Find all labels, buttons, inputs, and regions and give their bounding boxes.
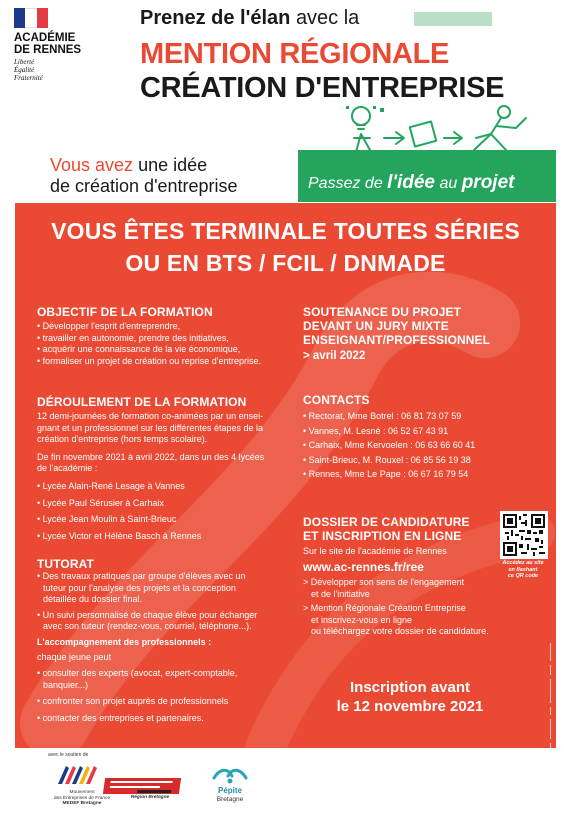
qr-code-icon[interactable] (500, 511, 548, 559)
pepite-l2: Bretagne (216, 796, 244, 803)
vertical-credits-decoration (547, 643, 554, 748)
motto-liberte: Liberté (14, 58, 35, 66)
idea-to-project-tag (298, 150, 556, 202)
idea-red-part: Vous avez (50, 155, 134, 175)
headline-mention: MENTION RÉGIONALE (140, 38, 450, 70)
tag-idee: l'idée (387, 172, 435, 193)
contact-item: • Vannes, M. Lesné : 06 52 67 43 91 (303, 426, 543, 438)
lycee-item: • Lycée Paul Sérusier à Carhaix (37, 498, 292, 510)
tag-projet: projet (461, 172, 515, 193)
medef-l3: MEDEF Bretagne (62, 801, 102, 807)
tutorat-i1-l1-text: Des travaux pratiques par groupe d'élèves avec un (42, 571, 246, 581)
tutorat-i1-l2: tuteur pour l'analyse des projets et la conception (43, 582, 236, 593)
academie-logo (14, 8, 114, 82)
objectif-item: • formaliser un projet de création ou reprise d'entreprise. (37, 356, 287, 368)
objectif-item: • acquérir une connaissance de la vie économique, (37, 344, 287, 356)
ordre-experts-comptables-logo (103, 778, 181, 794)
deroulement-p1-l3: création d'entreprise (hors temps scolaire). (37, 434, 208, 445)
contacts-list (303, 411, 543, 481)
tutorat-i2-l2: avec son tuteur (rendez-vous, courriel, téléphone...). (43, 621, 252, 632)
soutien-label: avec le soutien de (48, 752, 89, 758)
header-accent-band (414, 12, 492, 26)
academie-line1: ACADÉMIE (14, 32, 76, 44)
headline-light: avec la (295, 7, 360, 29)
contact-item: • Saint-Brieuc, M. Rouxel : 06 85 56 19 38 (303, 455, 543, 467)
headline-creation: CRÉATION D'ENTREPRISE (140, 72, 505, 104)
dossier-url-link[interactable]: www.ac-rennes.fr/ree (303, 560, 424, 574)
lycee-item: • Lycée Alain-René Lesage à Vannes (37, 481, 292, 493)
acc-item-2: • confronter son projet auprès de professionnels (37, 696, 229, 707)
acc-item-1-l1: • consulter des experts (avocat, expert-comptable, (37, 668, 238, 679)
qr-caption-l2: en flashant (508, 566, 538, 573)
contact-item: • Carhaix, Mme Kervoelen : 06 63 66 60 41 (303, 440, 543, 452)
dossier-step2-l1: > Mention Régionale Création Entreprise (303, 603, 466, 614)
deroulement-text (37, 411, 292, 542)
dossier-step1-l1: > Développer son sens de l'engagement (303, 577, 465, 587)
panel-title-line1: VOUS ÊTES TERMINALE TOUTES SÉRIES (51, 218, 520, 244)
inscription-l1: Inscription avant (349, 679, 471, 696)
headline-line1 (140, 7, 359, 30)
soutenance-title-l2: DEVANT UN JURY MIXTE (303, 319, 449, 333)
accompagnement-title: L'accompagnement des professionnels : (37, 636, 212, 647)
tutorat-text (37, 571, 292, 725)
deroulement-p2-l2: de l'académie : (37, 463, 98, 474)
inscription-l2: le 12 novembre 2021 (336, 698, 484, 715)
ordre-caption: Région Bretagne (130, 795, 170, 800)
motto (14, 58, 114, 82)
objectif-item: • travailler en autonomie, prendre des initiatives, (37, 333, 287, 345)
soutenance-date: > avril 2022 (303, 350, 366, 362)
dossier-site-text: Sur le site de l'académie de Rennes (303, 546, 447, 556)
tutorat-i2-l1-text: Un suivi personnalisé de chaque élève pour échanger (42, 609, 258, 620)
dossier-step2-l3: ou téléchargez votre dossier de candidature. (311, 626, 489, 637)
motto-egalite: Égalité (14, 66, 35, 74)
qr-caption-l1: Accédez au site (502, 560, 544, 566)
headline-bold: Prenez de l'élan (140, 7, 291, 29)
tutorat-i1-l3: détaillée du dossier final. (43, 594, 143, 605)
idea-question (50, 155, 238, 197)
deroulement-title: DÉROULEMENT DE LA FORMATION (37, 395, 247, 409)
idea-line1 (50, 155, 238, 176)
tag-prefix: Passez de (308, 175, 383, 192)
panel-title (15, 215, 556, 279)
motto-fraternite: Fraternité (14, 74, 43, 82)
acc-item-2-text: confronter son projet auprès de professionnels (42, 696, 229, 707)
soutenance-title (303, 305, 490, 347)
tutorat-i2-l1: • Un suivi personnalisé de chaque élève pour échanger (37, 609, 258, 620)
deroulement-p2-l1: De fin novembre 2021 à avril 2022, dans un des 4 lycées (37, 451, 265, 462)
deroulement-p1-l2: gnant et un professionnel sur les différentes étapes de la (37, 422, 263, 433)
objectif-list (37, 321, 287, 367)
lycee-item: • Lycée Jean Moulin à Saint-Brieuc (37, 514, 292, 526)
info-panel (15, 203, 556, 748)
pepite-caption (206, 786, 254, 804)
objectif-item: • Développer l'esprit d'entreprendre, (37, 321, 287, 333)
medef-l2: des Entreprises de France (53, 795, 111, 801)
inscription-deadline (305, 678, 515, 716)
acc-item-1-l2: banquier...) (43, 679, 89, 690)
soutenance-title-l3: ENSEIGNANT/PROFESSIONNEL (303, 333, 491, 347)
pepite-l1: Pépite (217, 786, 242, 795)
idea-rest: une idée (138, 155, 208, 175)
lycee-item: • Lycée Victor et Hélène Basch à Rennes (37, 531, 292, 543)
dossier-title (303, 515, 470, 543)
dossier-title-l2: ET INSCRIPTION EN LIGNE (303, 529, 462, 543)
dossier-steps (303, 577, 518, 638)
soutenance-title-l1: SOUTENANCE DU PROJET (303, 305, 462, 319)
pepite-logo-icon (210, 764, 250, 786)
contact-item: • Rennes, Mme Le Pape : 06 67 16 79 54 (303, 469, 543, 481)
accompagnement-sub: chaque jeune peut (37, 651, 112, 662)
medef-logo-icon (52, 762, 112, 788)
tutorat-title: TUTORAT (37, 557, 94, 571)
dossier-step1-l2: et de l'initiative (311, 588, 370, 599)
medef-l1: Mouvement (69, 790, 95, 795)
objectif-title: OBJECTIF DE LA FORMATION (37, 305, 213, 319)
dossier-title-l1: DOSSIER DE CANDIDATURE (303, 515, 470, 529)
academie-line2: DE RENNES (14, 44, 82, 56)
idea-runner-illustration-icon (326, 104, 546, 156)
acc-item-3-text: contacter des entreprises et partenaires. (42, 712, 204, 723)
qr-caption-l3: ce QR code (507, 573, 539, 579)
qr-caption (490, 560, 556, 580)
deroulement-p1-l1: 12 demi-journées de formation co-animées par un ensei- (37, 411, 264, 421)
panel-title-line2: OU EN BTS / FCIL / DNMADE (125, 250, 446, 276)
tutorat-i1-l1: • Des travaux pratiques par groupe d'élèves avec un (37, 571, 246, 581)
contact-item: • Rectorat, Mme Botrel : 06 81 73 07 59 (303, 411, 543, 423)
marianne-flag-icon (14, 8, 48, 28)
idea-line2: de création d'entreprise (50, 176, 238, 196)
dossier-step2-l2: et inscrivez-vous en ligne (311, 614, 413, 625)
acc-item-1-text: consulter des experts (avocat, expert-comptable, (42, 668, 238, 679)
tag-au: au (439, 175, 458, 192)
contacts-title: CONTACTS (303, 393, 370, 407)
acc-item-3: • contacter des entreprises et partenaires. (37, 712, 204, 723)
